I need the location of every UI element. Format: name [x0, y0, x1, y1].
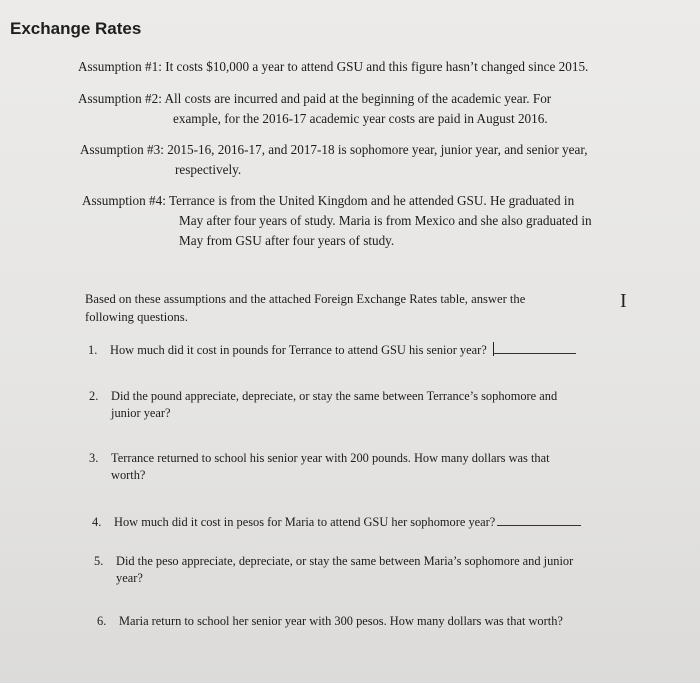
- question-number: 2.: [89, 389, 99, 403]
- question-text: Maria return to school her senior year with 300 pesos. How many dollars was that worth?: [119, 614, 563, 628]
- assumption-text: It costs $10,000 a year to attend GSU and this figure hasn’t changed since 2015.: [165, 59, 589, 74]
- question-text-cont: year?: [116, 571, 143, 585]
- assumption-label: Assumption #3:: [80, 142, 164, 157]
- question-number: 4.: [92, 515, 102, 529]
- assumption-4: [82, 191, 592, 251]
- assumption-text: All costs are incurred and paid at the beginning of the academic year. For: [164, 91, 552, 106]
- assumption-label: Assumption #2:: [78, 91, 162, 106]
- question-6: [97, 613, 563, 630]
- page-title: Exchange Rates: [10, 19, 142, 38]
- assumption-3: [80, 140, 588, 180]
- assumption-text-cont: May from GSU after four years of study.: [179, 233, 395, 248]
- question-text: Did the peso appreciate, depreciate, or stay the same between Maria’s sophomore and junior: [116, 554, 574, 568]
- question-text: Did the pound appreciate, depreciate, or stay the same between Terrance’s sophomore and: [111, 389, 558, 403]
- question-number: 3.: [89, 451, 99, 465]
- assumption-text-cont: example, for the 2016-17 academic year costs are paid in August 2016.: [173, 111, 548, 126]
- question-number: 5.: [94, 554, 104, 568]
- question-text: Terrance returned to school his senior year with 200 pounds. How many dollars was that: [111, 451, 550, 465]
- answer-blank[interactable]: [497, 513, 581, 526]
- assumption-text: Terrance is from the United Kingdom and he attended GSU. He graduated in: [168, 193, 575, 208]
- text-cursor-icon: I: [620, 290, 627, 312]
- answer-blank[interactable]: [494, 341, 576, 354]
- question-text-cont: worth?: [111, 468, 146, 482]
- instructions-line: following questions.: [85, 310, 188, 324]
- question-text: How much did it cost in pounds for Terrance to attend GSU his senior year?: [110, 343, 487, 357]
- assumption-text-cont: May after four years of study. Maria is from Mexico and she also graduated in: [179, 213, 592, 228]
- instructions-line: Based on these assumptions and the attached Foreign Exchange Rates table, answer the: [85, 292, 526, 306]
- assumption-label: Assumption #1:: [78, 59, 162, 74]
- question-3: [89, 450, 550, 484]
- question-number: 1.: [88, 343, 98, 357]
- question-text: How much did it cost in pesos for Maria to attend GSU her sophomore year?: [114, 515, 496, 529]
- question-5: [94, 553, 573, 587]
- assumption-text-cont: respectively.: [175, 162, 242, 177]
- question-text-cont: junior year?: [111, 406, 171, 420]
- question-2: [89, 388, 557, 422]
- question-4: [92, 513, 581, 531]
- question-number: 6.: [97, 614, 107, 628]
- assumption-1: [78, 57, 588, 77]
- assumption-label: Assumption #4:: [82, 193, 166, 208]
- assumption-text: 2015-16, 2016-17, and 2017-18 is sophomore year, junior year, and senior year,: [167, 142, 588, 157]
- assumption-2: [78, 89, 551, 129]
- instructions: [85, 290, 605, 326]
- question-1: [88, 341, 576, 359]
